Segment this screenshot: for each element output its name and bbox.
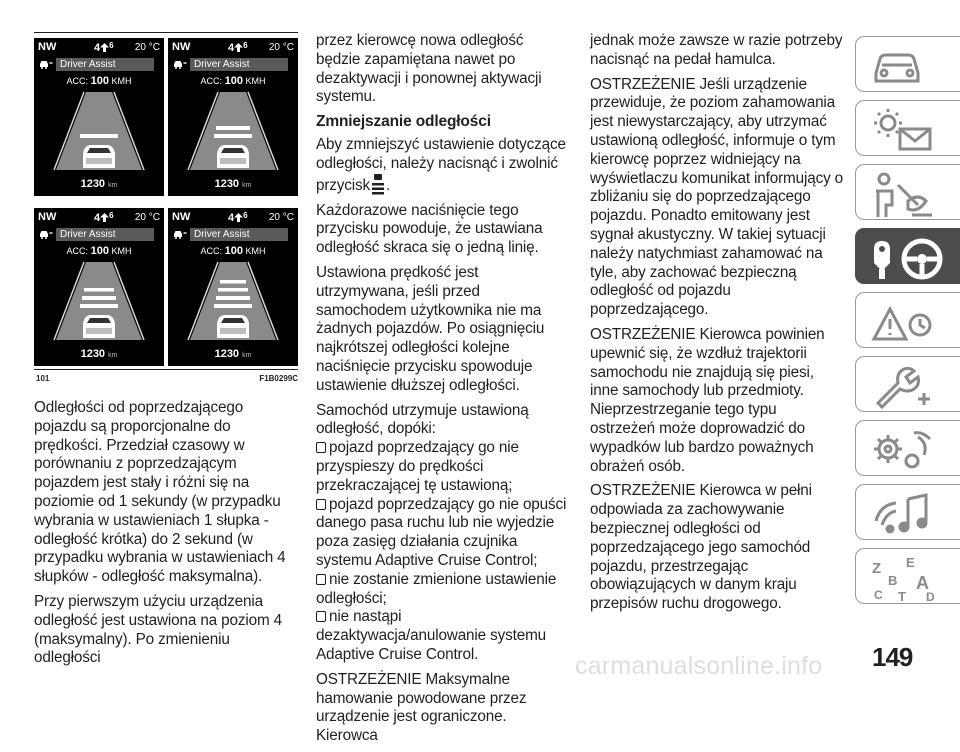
odometer (168, 348, 298, 360)
acc-row (168, 75, 298, 87)
text-column-3 (590, 32, 844, 620)
odometer (168, 178, 298, 190)
svg-text:A: A (916, 573, 929, 593)
paragraph-text: Aby zmniejszyć ustawienie dotyczące odległości, należy nacisnąć i zwolnić przycisk (316, 135, 566, 194)
bullet-icon (316, 574, 326, 585)
bullet-icon (316, 499, 326, 510)
driver-assist-row (168, 58, 298, 71)
warning-paragraph: OSTRZEŻENIE Kierowca powinien upewnić się, że wzdłuż trajektorii samochodu nie znajdują się piesi, inne samochody lub przedmioty. Nieprzestrzeganie tego typu ostrzeżeń może doprowadzić do wypadków lub bardzo poważnych obrażeń osób. (590, 325, 825, 475)
key-steering-wheel-icon (868, 235, 948, 283)
status-row (38, 41, 160, 55)
index-letters-icon (868, 555, 938, 603)
list-item (316, 439, 570, 495)
gear-indicator (228, 211, 248, 224)
svg-text:B: B (888, 573, 898, 588)
car-info-icon (868, 43, 928, 87)
compass-direction: NW (172, 41, 191, 53)
acc-car-icon (39, 59, 53, 70)
list-item (316, 608, 570, 664)
bullet-icon (316, 442, 326, 453)
paragraph: Odległości od poprzedzającego pojazdu są proporcjonalne do prędkości. Przedział czasowy w porównaniu z poprzedzającym pojazdem jest stały i różni się na poziomie od 1 sekundy (w przypadku wybrania w ustawieniach 1 słupka - odległość krótka) do 2 sekund (w przypadku wybrania w ustawieniach 4 słupków - odległość maksymalna). (34, 399, 286, 586)
acc-car-icon (39, 229, 53, 240)
gear-shift-icon (234, 213, 243, 222)
gear-shift-icon (100, 43, 109, 52)
emergency-triangle-icon (868, 299, 938, 347)
acc-speed: 100 (90, 75, 109, 87)
gear-suggested: 6 (109, 41, 114, 50)
specs-gears-icon (868, 427, 938, 475)
cluster-panel (34, 38, 164, 196)
multimedia-icon (868, 491, 938, 539)
outside-temp: 20 °C (134, 212, 160, 223)
road-distance-graphic (168, 90, 298, 170)
outside-temp: 20 °C (268, 212, 294, 223)
safety-icon (868, 171, 938, 219)
warning-paragraph: OSTRZEŻENIE Maksymalne hamowanie powodowane przez urządzenie jest ograniczone. Kierowca (316, 670, 527, 745)
cluster-panel (168, 38, 298, 196)
warning-paragraph: OSTRZEŻENIE Jeśli urządzenie przewiduje, że poziom zahamowania jest niewystarczający, aby utrzymać ustawioną odległość, informuje o tym kierowcę poprzez widniejący na wyświetlaczu komunikat informujący o zbliżaniu się do poprzedzającego pojazdu. Ponadto emitowany jest sygnał akustyczny. W takiej sytuacji należy natychmiast zahamować na tyle, aby zachować bezpieczną odległość od pojazdu poprzedzającego. (590, 75, 844, 319)
driver-assist-row (34, 228, 164, 241)
paragraph: Przy pierwszym użyciu urządzenia odległość jest ustawiona na poziom 4 (maksymalny). Po zmienieniu odległości (34, 592, 282, 667)
figure-number: 101 (36, 374, 50, 383)
gear-indicator (94, 41, 114, 54)
list-item-text: pojazd poprzedzający go nie przyspieszy do prędkości przekraczającej tę ustawioną; (316, 439, 519, 494)
road-distance-graphic (34, 90, 164, 170)
gear-indicator (228, 41, 248, 54)
odometer-unit: km (242, 352, 252, 359)
compass-direction: NW (172, 211, 191, 223)
acc-label: ACC: (66, 76, 89, 86)
paragraph: jednak może zawsze w razie potrzeby nacisnąć na pedał hamulca. (590, 32, 843, 68)
driver-assist-label: Driver Assist (190, 228, 288, 241)
driver-assist-row (34, 58, 164, 71)
tab-emergency[interactable] (855, 292, 960, 348)
gear-suggested: 6 (243, 41, 248, 50)
tab-maintenance[interactable] (855, 356, 960, 412)
tab-technical-specs[interactable] (855, 420, 960, 476)
gear-suggested: 6 (243, 211, 248, 220)
acc-speed: 100 (224, 245, 243, 257)
gear-value: 4 (94, 212, 101, 224)
cluster-panel (34, 208, 164, 366)
tab-multimedia[interactable] (855, 484, 960, 540)
list-item-text: nie nastąpi dezaktywacja/anulowanie systemu Adaptive Cruise Control. (316, 608, 547, 663)
text-column-1 (34, 399, 298, 674)
acc-row (34, 75, 164, 87)
gear-value: 4 (228, 212, 235, 224)
svg-text:D: D (926, 590, 935, 604)
acc-car-icon (173, 229, 187, 240)
tab-index[interactable] (855, 548, 960, 604)
acc-unit: KMH (245, 246, 266, 256)
acc-label: ACC: (66, 246, 89, 256)
acc-row (168, 245, 298, 257)
paragraph: Ustawiona prędkość jest utrzymywana, jeśli przed samochodem użytkownika nie ma żadnych pojazdów. Po osiągnięciu najkrótszej odległości kolejne naciśnięcie przycisku spowoduje ustawienie dłuższej odległości. (316, 263, 545, 394)
section-heading: Zmniejszanie odległości (316, 113, 491, 131)
odometer-value: 1230 (80, 348, 106, 360)
gear-value: 4 (228, 42, 235, 54)
list-item-text: nie zostanie zmienione ustawienie odległości; (316, 570, 557, 607)
figure-code: F1B0299C (259, 374, 298, 383)
tab-car-info[interactable] (855, 36, 960, 92)
cluster-display-figure (34, 32, 298, 383)
text-column-2 (316, 32, 570, 752)
distance-decrease-button-icon (371, 174, 385, 196)
acc-row (34, 245, 164, 257)
acc-speed: 100 (90, 245, 109, 257)
svg-text:E: E (906, 555, 915, 570)
acc-label: ACC: (200, 246, 223, 256)
list-item (316, 496, 570, 571)
svg-text:T: T (898, 589, 906, 604)
acc-car-icon (173, 59, 187, 70)
bullet-icon (316, 611, 326, 622)
status-row (172, 41, 294, 55)
page-number: 149 (872, 642, 913, 672)
acc-unit: KMH (111, 76, 132, 86)
watermark: carmanualsonline.info (575, 652, 823, 680)
status-row (38, 211, 160, 225)
tab-safety[interactable] (855, 164, 960, 220)
road-distance-graphic (168, 260, 298, 340)
gear-shift-icon (100, 213, 109, 222)
svg-text:Z: Z (872, 560, 882, 577)
paragraph (316, 136, 570, 196)
cluster-panel (168, 208, 298, 366)
odometer-unit: km (242, 182, 252, 189)
tab-warning-lights[interactable] (855, 100, 960, 156)
gear-suggested: 6 (109, 211, 114, 220)
paragraph: Każdorazowe naciśnięcie tego przycisku powoduje, że ustawiana odległość skraca się o jedną linię. (316, 201, 543, 257)
driver-assist-label: Driver Assist (56, 58, 154, 71)
driver-assist-label: Driver Assist (190, 58, 288, 71)
compass-direction: NW (38, 41, 57, 53)
gear-value: 4 (94, 42, 101, 54)
acc-label: ACC: (200, 76, 223, 86)
outside-temp: 20 °C (134, 42, 160, 53)
odometer-value: 1230 (214, 178, 240, 190)
acc-unit: KMH (111, 246, 132, 256)
outside-temp: 20 °C (268, 42, 294, 53)
gear-shift-icon (234, 43, 243, 52)
road-distance-graphic (34, 260, 164, 340)
paragraph: przez kierowcę nowa odległość będzie zapamiętana nawet po dezaktywacji i ponownej aktywacji systemu. (316, 32, 542, 106)
driver-assist-label: Driver Assist (56, 228, 154, 241)
driver-assist-row (168, 228, 298, 241)
warning-lights-icon (868, 107, 938, 155)
paragraph: Samochód utrzymuje ustawioną odległość, dopóki: (316, 401, 529, 438)
list-item (316, 571, 570, 609)
list-item-text: pojazd poprzedzający go nie opuści danego pasa ruchu lub nie wyjedzie poza zasięg działania czujnika systemu Adaptive Cruise Control; (316, 495, 567, 569)
odometer (34, 348, 164, 360)
odometer-value: 1230 (80, 178, 106, 190)
acc-unit: KMH (245, 76, 266, 86)
paragraph-end: . (386, 176, 391, 194)
status-row (172, 211, 294, 225)
gear-indicator (94, 211, 114, 224)
maintenance-wrench-icon (868, 363, 938, 411)
odometer-unit: km (108, 182, 118, 189)
warning-paragraph: OSTRZEŻENIE Kierowca w pełni odpowiada za zachowywanie bezpiecznej odległości od poprzedzającego jego samochód pojazdu, przestrzegając obowiązujących w danym kraju przepisów ruchu drogowego. (590, 482, 812, 613)
odometer (34, 178, 164, 190)
compass-direction: NW (38, 211, 57, 223)
odometer-value: 1230 (214, 348, 240, 360)
acc-speed: 100 (224, 75, 243, 87)
tab-starting-driving[interactable] (855, 228, 960, 284)
svg-text:C: C (874, 588, 883, 602)
odometer-unit: km (108, 352, 118, 359)
